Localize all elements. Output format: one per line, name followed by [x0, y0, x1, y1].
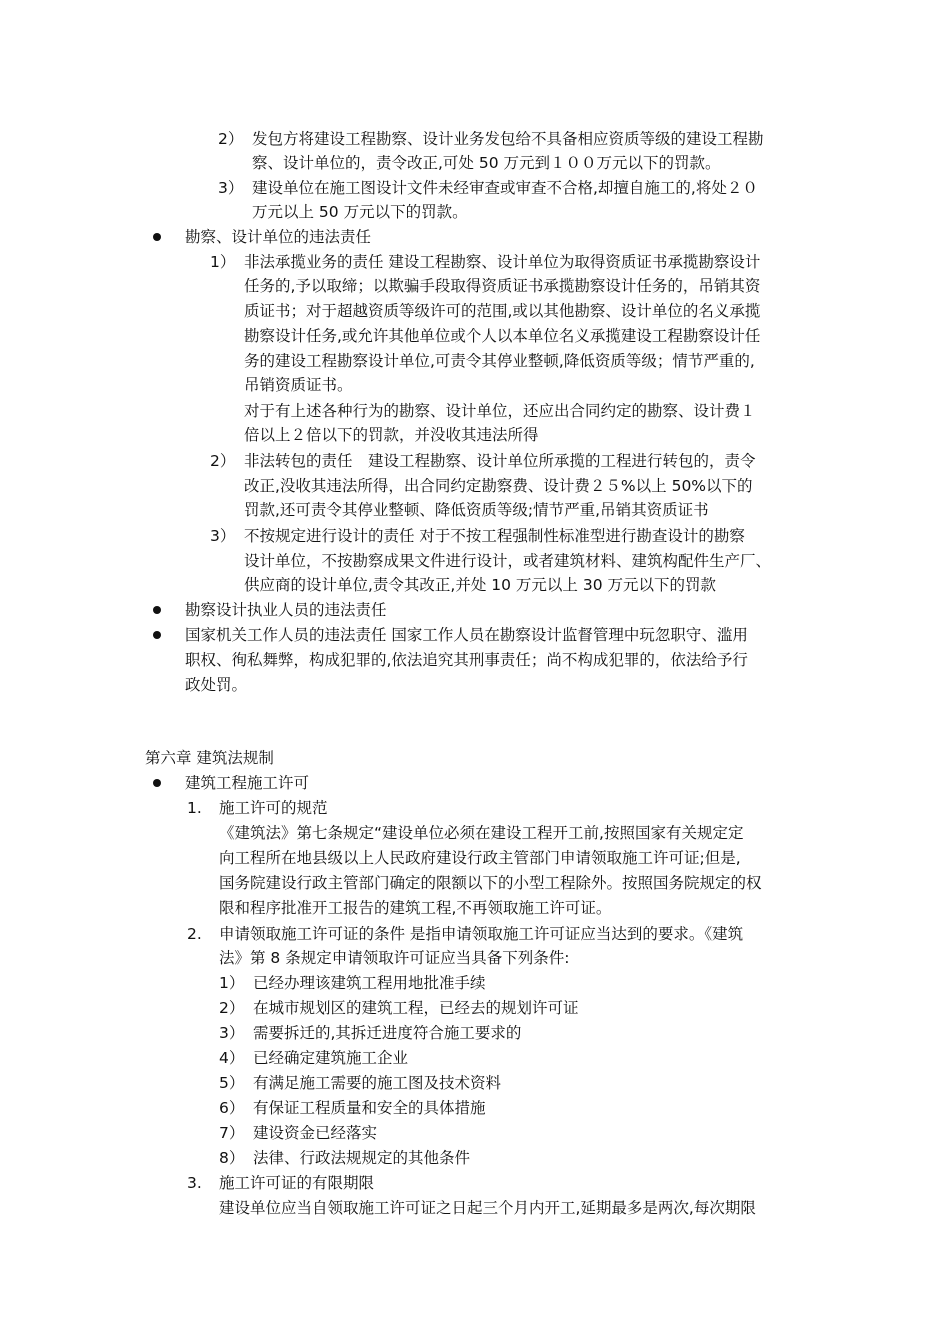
- text-line: 职权、徇私舞弊，构成犯罪的,依法追究其刑事责任；尚不构成犯罪的，依法给予行: [185, 651, 748, 669]
- text-line: 质证书；对于超越资质等级许可的范围,或以其他勘察、设计单位的名义承揽: [244, 302, 761, 320]
- list-number: 2）: [219, 999, 245, 1017]
- list-item: 已经办理该建筑工程用地批准手续: [253, 974, 486, 992]
- list-number: 1）: [210, 253, 236, 271]
- list-item: 已经确定建筑施工企业: [253, 1049, 409, 1067]
- text-line: 罚款,还可责令其停业整顿、降低资质等级;情节严重,吊销其资质证书: [244, 501, 709, 519]
- list-number: 4）: [219, 1049, 245, 1067]
- text-line: 非法承揽业务的责任 建设工程勘察、设计单位为取得资质证书承揽勘察设计: [244, 253, 761, 271]
- chapter-title: 第六章 建筑法规制: [145, 749, 274, 767]
- list-number: 6）: [219, 1099, 245, 1117]
- text-line: 对于有上述各种行为的勘察、设计单位，还应出合同约定的勘察、设计费１: [244, 402, 756, 420]
- text-line: 倍以上２倍以下的罚款，并没收其违法所得: [244, 426, 539, 444]
- list-number: 1）: [219, 974, 245, 992]
- text-line: 改正,没收其违法所得，出合同约定勘察费、设计费２５%以上 50%以下的: [244, 477, 753, 495]
- text-line: 务的建设工程勘察设计单位,可责令其停业整顿,降低资质等级；情节严重的,: [244, 352, 755, 370]
- text-line: 勘察设计任务,或允许其他单位或个人以本单位名义承揽建设工程勘察设计任: [244, 327, 761, 345]
- list-item: 法律、行政法规规定的其他条件: [253, 1149, 471, 1167]
- text-line: 供应商的设计单位,责令其改正,并处 10 万元以上 30 万元以下的罚款: [244, 576, 717, 594]
- bullet-icon: [153, 631, 161, 639]
- text-line: 吊销资质证书。: [244, 376, 353, 394]
- text-line: 国务院建设行政主管部门确定的限额以下的小型工程除外。按照国务院规定的权: [219, 874, 762, 892]
- section-number: 3.: [187, 1174, 202, 1192]
- bullet-heading: 勘察设计执业人员的违法责任: [185, 601, 387, 619]
- text-line: 非法转包的责任 建设工程勘察、设计单位所承揽的工程进行转包的，责令: [244, 452, 756, 470]
- list-item: 在城市规划区的建筑工程，已经去的规划许可证: [253, 999, 579, 1017]
- list-number: 2）: [210, 452, 236, 470]
- text-line: 建设单位在施工图设计文件未经审查或审查不合格,却擅自施工的,将处２０: [252, 179, 758, 197]
- text-line: 向工程所在地县级以上人民政府建设行政主管部门申请领取施工许可证;但是,: [219, 849, 741, 867]
- text-line: 申请领取施工许可证的条件 是指申请领取施工许可证应当达到的要求。《建筑: [219, 925, 744, 943]
- text-line: 限和程序批准开工报告的建筑工程,不再领取施工许可证。: [219, 899, 612, 917]
- text-line: 察、设计单位的，责令改正,可处 50 万元到１００万元以下的罚款。: [252, 154, 721, 172]
- list-number: 3）: [210, 527, 236, 545]
- bullet-icon: [153, 233, 161, 241]
- list-item: 建设资金已经落实: [253, 1124, 378, 1142]
- bullet-heading: 勘察、设计单位的违法责任: [185, 228, 372, 246]
- text-line: 政处罚。: [185, 676, 248, 694]
- text-line: 不按规定进行设计的责任 对于不按工程强制性标准型进行勘查设计的勘察: [244, 527, 745, 545]
- section-number: 2.: [187, 925, 202, 943]
- list-item: 有满足施工需要的施工图及技术资料: [253, 1074, 502, 1092]
- text-line: 任务的,予以取缔；以欺骗手段取得资质证书承揽勘察设计任务的，吊销其资: [244, 277, 761, 295]
- text-line: 国家机关工作人员的违法责任 国家工作人员在勘察设计监督管理中玩忽职守、滥用: [185, 626, 748, 644]
- section-number: 1.: [187, 799, 202, 817]
- section-title: 施工许可证的有限期限: [219, 1174, 375, 1192]
- list-number: 2）: [218, 130, 244, 148]
- list-item: 需要拆迁的,其拆迁进度符合施工要求的: [253, 1024, 522, 1042]
- bullet-heading: 建筑工程施工许可: [185, 774, 310, 792]
- section-title: 施工许可的规范: [219, 799, 328, 817]
- list-item: 有保证工程质量和安全的具体措施: [253, 1099, 486, 1117]
- list-number: 8）: [219, 1149, 245, 1167]
- list-number: 3）: [218, 179, 244, 197]
- text-line: 设计单位，不按勘察成果文件进行设计，或者建筑材料、建筑构配件生产厂、: [244, 552, 772, 570]
- text-line: 《建筑法》第七条规定“建设单位必须在建设工程开工前,按照国家有关规定定: [219, 824, 744, 842]
- bullet-icon: [153, 779, 161, 787]
- text-line: 万元以上 50 万元以下的罚款。: [252, 203, 468, 221]
- text-line: 建设单位应当自领取施工许可证之日起三个月内开工,延期最多是两次,每次期限: [219, 1199, 756, 1217]
- text-line: 法》第 8 条规定申请领取许可证应当具备下列条件:: [219, 949, 570, 967]
- text-line: 发包方将建设工程勘察、设计业务发包给不具备相应资质等级的建设工程勘: [252, 130, 764, 148]
- bullet-icon: [153, 606, 161, 614]
- list-number: 3）: [219, 1024, 245, 1042]
- list-number: 5）: [219, 1074, 245, 1092]
- list-number: 7）: [219, 1124, 245, 1142]
